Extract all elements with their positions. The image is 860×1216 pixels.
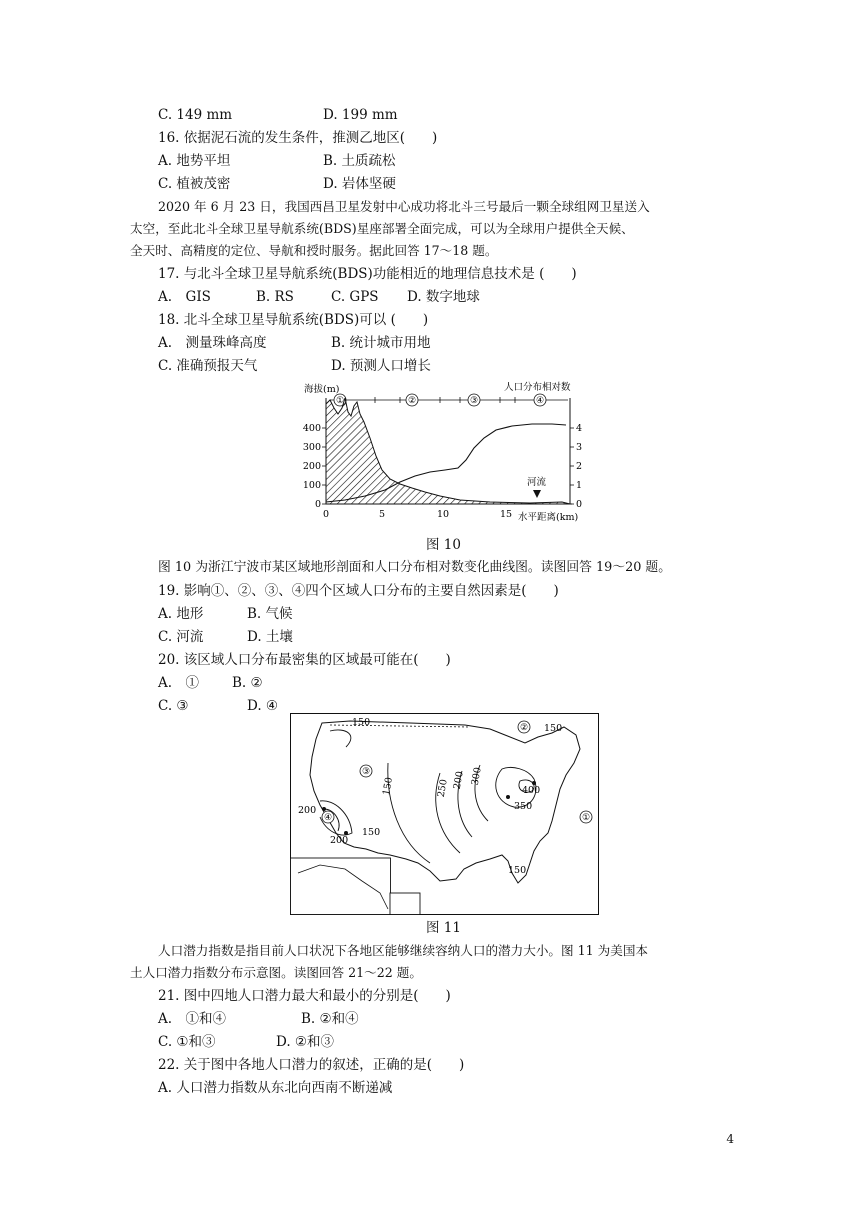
fig10-right-tick: 4 — [576, 423, 583, 434]
q19-option-d: D. 土壤 — [247, 629, 293, 645]
fig10-x-tick: 15 — [499, 509, 513, 520]
fig11-label: 300 — [469, 766, 484, 787]
page-number: 4 — [726, 1132, 734, 1146]
q16-stem: 16. 依据泥石流的发生条件，推测乙地区( ) — [158, 130, 438, 146]
q22-stem: 22. 关于图中各地人口潜力的叙述，正确的是( ) — [158, 1057, 465, 1073]
fig11-usa-map — [290, 713, 600, 916]
q16-option-a: A. 地势平坦 — [158, 153, 231, 169]
q15-option-c: C. 149 mm — [158, 107, 233, 123]
q17-option-c: C. GPS — [331, 289, 379, 305]
fig10-caption: 图 10 — [426, 537, 461, 553]
q21-option-a: A. ①和④ — [158, 1011, 227, 1027]
fig11-label: 150 — [352, 717, 371, 728]
q21-option-b: B. ②和④ — [301, 1011, 359, 1027]
fig11-label: 150 — [362, 827, 381, 838]
q18-option-d: D. 预测人口增长 — [331, 358, 431, 374]
q19-option-a: A. 地形 — [158, 606, 204, 622]
fig10-left-tick: 400 — [302, 423, 321, 434]
fig10-left-tick: 100 — [302, 480, 321, 491]
q19-option-c: C. 河流 — [158, 629, 204, 645]
fig11-label: 200 — [330, 835, 349, 846]
passage-bds-line2: 太空，至此北斗全球卫星导航系统(BDS)星座部署全面完成，可以为全球用户提供全天候、 — [130, 221, 634, 236]
fig10-right-tick: 0 — [576, 499, 583, 510]
fig11-label: 150 — [381, 776, 396, 797]
fig11-caption: 图 11 — [426, 920, 461, 936]
fig10-x-label: 水平距离(km) — [518, 512, 579, 523]
q22-option-a: A. 人口潜力指数从东北向西南不断递减 — [158, 1080, 393, 1096]
q16-option-c: C. 植被茂密 — [158, 176, 231, 192]
fig11-label: 200 — [451, 770, 466, 791]
q20-option-b: B. ② — [232, 675, 263, 691]
fig10-left-tick: 0 — [314, 499, 321, 510]
q21-option-d: D. ②和③ — [276, 1034, 335, 1050]
q20-option-a: A. ① — [158, 675, 200, 691]
q16-option-d: D. 岩体坚硬 — [323, 176, 396, 192]
fig10-zone-2: ② — [407, 396, 417, 406]
passage-bds-line3: 全天时、高精度的定位、导航和授时服务。据此回答 17～18 题。 — [130, 243, 498, 258]
fig11-label: 200 — [298, 805, 317, 816]
fig11-label: 150 — [544, 723, 563, 734]
fig11-zone-2: ② — [519, 723, 529, 733]
fig10-terrain-area — [326, 398, 570, 504]
fig10-right-tick: 2 — [576, 461, 583, 472]
fig10-y-right-label: 人口分布相对数 — [504, 382, 571, 393]
fig10-profile-chart — [300, 378, 590, 528]
q15-option-d: D. 199 mm — [323, 107, 398, 123]
fig10-x-tick: 0 — [322, 509, 330, 520]
q20-option-d: D. ④ — [247, 698, 279, 714]
q18-option-c: C. 准确预报天气 — [158, 358, 258, 374]
q21-option-c: C. ①和③ — [158, 1034, 216, 1050]
fig10-left-tick: 300 — [302, 442, 321, 453]
fig10-zone-3: ③ — [469, 396, 479, 406]
fig10-left-tick: 200 — [302, 461, 321, 472]
fig10-zone-1: ① — [335, 396, 345, 406]
q18-option-a: A. 测量珠峰高度 — [158, 335, 267, 351]
fig10-x-tick: 5 — [378, 509, 386, 520]
q17-stem: 17. 与北斗全球卫星导航系统(BDS)功能相近的地理信息技术是 ( ) — [158, 266, 577, 282]
q18-stem: 18. 北斗全球卫星导航系统(BDS)可以 ( ) — [158, 312, 429, 328]
passage-bds-line1: 2020 年 6 月 23 日，我国西昌卫星发射中心成功将北斗三号最后一颗全球组网卫星送入 — [158, 199, 650, 214]
q20-option-c: C. ③ — [158, 698, 189, 714]
q21-stem: 21. 图中四地人口潜力最大和最小的分别是( ) — [158, 988, 451, 1004]
fig10-river-marker — [533, 490, 541, 498]
q17-option-d: D. 数字地球 — [407, 289, 480, 305]
q18-option-b: B. 统计城市用地 — [331, 335, 431, 351]
fig11-label: 250 — [435, 778, 450, 799]
fig10-x-tick: 10 — [436, 509, 450, 520]
passage-fig11-line2: 土人口潜力指数分布示意图。读图回答 21～22 题。 — [130, 965, 422, 980]
fig11-label: 150 — [508, 865, 527, 876]
fig10-zone-4: ④ — [535, 396, 545, 406]
fig11-zone-3: ③ — [361, 767, 371, 777]
fig11-zone-1: ① — [581, 813, 591, 823]
q19-option-b: B. 气候 — [247, 606, 293, 622]
q17-option-a: A. GIS — [158, 289, 211, 305]
q20-stem: 20. 该区域人口分布最密集的区域最可能在( ) — [158, 652, 451, 668]
fig10-right-tick: 1 — [576, 480, 583, 491]
fig11-label: 350 — [514, 801, 533, 812]
q17-option-b: B. RS — [256, 289, 294, 305]
fig11-zone-4: ④ — [323, 813, 333, 823]
fig10-river-label: 河流 — [527, 477, 547, 488]
fig10-right-tick: 3 — [576, 442, 583, 453]
q19-stem: 19. 影响①、②、③、④四个区域人口分布的主要自然因素是( ) — [158, 583, 559, 599]
fig11-label: 400 — [522, 785, 541, 796]
passage-fig11-line1: 人口潜力指数是指目前人口状况下各地区能够继续容纳人口的潜力大小。图 11 为美国本 — [158, 943, 649, 958]
fig10-y-left-label: 海拔(m) — [304, 384, 340, 395]
passage-fig10: 图 10 为浙江宁波市某区域地形剖面和人口分布相对数变化曲线图。读图回答 19～20 题。 — [158, 560, 672, 575]
q16-option-b: B. 土质疏松 — [323, 153, 396, 169]
